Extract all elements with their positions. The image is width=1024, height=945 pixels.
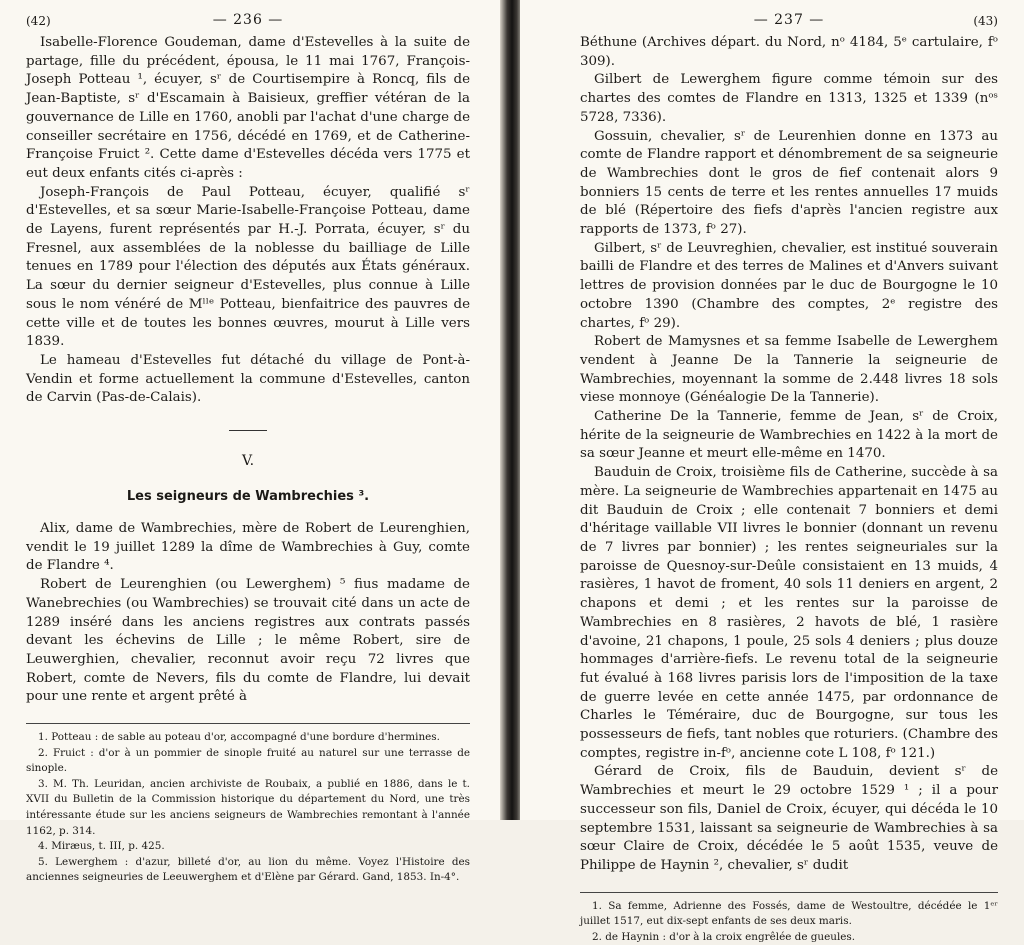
section-body-text: [26, 520, 470, 707]
left-footnotes: [26, 730, 470, 886]
paragraph: Bauduin de Croix, troisième fils de Catherine, succède à sa mère. La seigneurie de Wambrechies appartenait en 1475 au dit Bauduin de Croix ; elle contenait 7 bonniers et demi d'héritage vaillable VII livres le bonnier (donnant un revenu de 7 livres par bonnier) ; les rentes seigneuriales sur la paroisse de Quesnoy-sur-Deûle consistaient en 13 muids, 4 rasières, 1 havot de froment, 40 sols 11 deniers en argent, 2 chapons et demi ; et les rentes sur la paroisse de Wambrechies en 8 rasières, 2 havots de blé, 1 rasière d'avoine, 21 chapons, 1 poule, 25 sols 4 deniers ; plus douze hommages d'arrière-fiefs. Le revenu total de la seigneurie fut évalué à 168 livres parisis lors de l'imposition de la taxe de guerre levée en cette année 1475, par ordonnance de Charles le Téméraire, duc de Bourgogne, sur tous les possesseurs de fiefs, tant nobles que roturiers. (Chambre des comptes, registre in-fᵒ, ancienne cote L 108, fᵒ 121.): [580, 465, 998, 761]
paragraph: Béthune (Archives départ. du Nord, nᵒ 4184, 5ᵉ cartulaire, fᵒ 309).: [580, 35, 998, 69]
paragraph: Robert de Mamysnes et sa femme Isabelle de Lewerghem vendent à Jeanne De la Tannerie la seigneurie de Wambrechies, moyennant la somme de 2.448 livres 18 sols viese monnoye (Généalogie De la Tannerie).: [580, 334, 998, 406]
paragraph: Gérard de Croix, fils de Bauduin, devient sʳ de Wambrechies et meurt le 29 octobre 1529 ¹ ; il a pour successeur son fils, Daniel de Croix, écuyer, qui décéda le 10 septembre 1531, laissant sa seigneurie de Wambrechies à sa sœur Claire de Croix, décédée le 5 août 1535, veuve de Philippe de Haynin ², chevalier, sʳ dudit: [580, 764, 998, 873]
left-page-header: [26, 10, 470, 34]
section-divider: [229, 430, 267, 431]
footnote: 1. Sa femme, Adrienne des Fossés, dame de Westoultre, décédée le 1ᵉʳ juillet 1517, eut dix-sept enfants de ses deux maris.: [580, 899, 998, 928]
paragraph: Le hameau d'Estevelles fut détaché du village de Pont-à-Vendin et forme actuellement la commune d'Estevelles, canton de Carvin (Pas-de-Calais).: [26, 352, 470, 406]
left-page: [0, 0, 504, 884]
footnote-rule: [26, 723, 470, 724]
section-title: Les seigneurs de Wambrechies ³.: [126, 489, 370, 505]
footnote: 2. de Haynin : d'or à la croix engrêlée de gueules.: [592, 930, 856, 943]
paragraph: Gilbert, sʳ de Leuvreghien, chevalier, est institué souverain bailli de Flandre et des terres de Malines et d'Anvers suivant lettres de provision données par le duc de Bourgogne le 10 octobre 1390 (Chambre des comptes, 2ᵉ registre des chartes, fᵒ 29).: [580, 240, 998, 331]
left-page-marker: (42): [26, 14, 51, 28]
paragraph: Alix, dame de Wambrechies, mère de Robert de Leurenghien, vendit le 19 juillet 1289 la dîme de Wambrechies à Guy, comte de Flandre ⁴.: [26, 521, 470, 574]
right-page-number: — 237 —: [753, 12, 825, 28]
paragraph: Robert de Leurenghien (ou Lewerghem) ⁵ fius madame de Wanebrechies (ou Wambrechies) se trouvait cité dans un acte de 1289 inséré dans les anciens registres aux contrats passés devant les échevins de Lille ; le même Robert, sire de Leuwerghien, chevalier, reconnut avoir reçu 72 livres que Robert, comte de Nevers, fils du comte de Flandre, lui devait pour une rente et argent prêté à: [26, 577, 470, 705]
right-page-marker: (43): [973, 14, 998, 28]
paragraph: Gossuin, chevalier, sʳ de Leurenhien donne en 1373 au comte de Flandre rapport et dénombrement de sa seigneurie de Wambrechies dont le gros de fief contenait alors 9 bonniers 15 cents de terre et les rentes annuelles 17 muids de blé (Répertoire des fiefs d'après l'ancien registre aux rapports de 1373, fᵒ 27).: [580, 128, 998, 238]
right-page: [520, 0, 1024, 943]
footnote-rule: [580, 892, 998, 893]
footnote: 5. Lewerghem : d'azur, billeté d'or, au lion du même. Voyez l'Histoire des anciennes seigneuries de Leeuwerghem et d'Elène par Gérard. Gand, 1853. In-4°.: [26, 855, 470, 884]
footnote: 1. Potteau : de sable au poteau d'or, accompagné d'une bordure d'hermines.: [38, 731, 440, 744]
section-number: V.: [241, 453, 255, 470]
footnote: 2. Fruict : d'or à un pommier de sinople fruité au naturel sur une terrasse de sinople.: [26, 746, 470, 775]
left-page-number: — 236 —: [212, 12, 284, 28]
footnote: 4. Miræus, t. III, p. 425.: [38, 840, 165, 853]
paragraph: Isabelle-Florence Goudeman, dame d'Estevelles à la suite de partage, fille du précédent, épousa, le 11 mai 1767, François-Joseph Potteau ¹, écuyer, sʳ de Courtisempire à Roncq, fils de Jean-Baptiste, sʳ d'Escamain à Baisieux, greffier vétéran de la gouvernance de Lille en 1760, anobli par l'achat d'une charge de conseiller secrétaire en 1756, décédé en 1769, et de Catherine-Françoise Fruict ². Cette dame d'Estevelles décéda vers 1775 et eut deux enfants cités ci-après :: [26, 35, 470, 181]
right-page-header: [580, 10, 998, 34]
footnote: 3. M. Th. Leuridan, ancien archiviste de Roubaix, a publié en 1886, dans le t. XVII du Bulletin de la Commission historique du département du Nord, une très intéressante étude sur les anciens seigneurs de Wambrechies remontant à l'année 1162, p. 314.: [26, 777, 470, 837]
paragraph: Catherine De la Tannerie, femme de Jean, sʳ de Croix, hérite de la seigneurie de Wambrechies en 1422 à la mort de sa sœur Jeanne et meurt elle-même en 1470.: [580, 409, 998, 462]
right-footnotes: [580, 899, 998, 945]
left-body-text: [26, 34, 470, 408]
paragraph: Joseph-François de Paul Potteau, écuyer, qualifié sʳ d'Estevelles, et sa sœur Marie-Isabelle-Françoise Potteau, dame de Layens, furent représentés par H.-J. Porrata, écuyer, sʳ du Fresnel, aux assemblées de la noblesse du bailliage de Lille tenues en 1789 pour l'élection des députés aux États généraux. La sœur du dernier seigneur d'Estevelles, plus connue à Lille sous le nom vénéré de Mˡˡᵉ Potteau, bienfaitrice des pauvres de cette ville et de toutes les bonnes œuvres, mourut à Lille vers 1839.: [26, 184, 470, 350]
paragraph: Gilbert de Lewerghem figure comme témoin sur des chartes des comtes de Flandre en 1313, 1325 et 1339 (nᵒˢ 5728, 7336).: [580, 72, 998, 125]
right-body-text: [580, 34, 998, 876]
